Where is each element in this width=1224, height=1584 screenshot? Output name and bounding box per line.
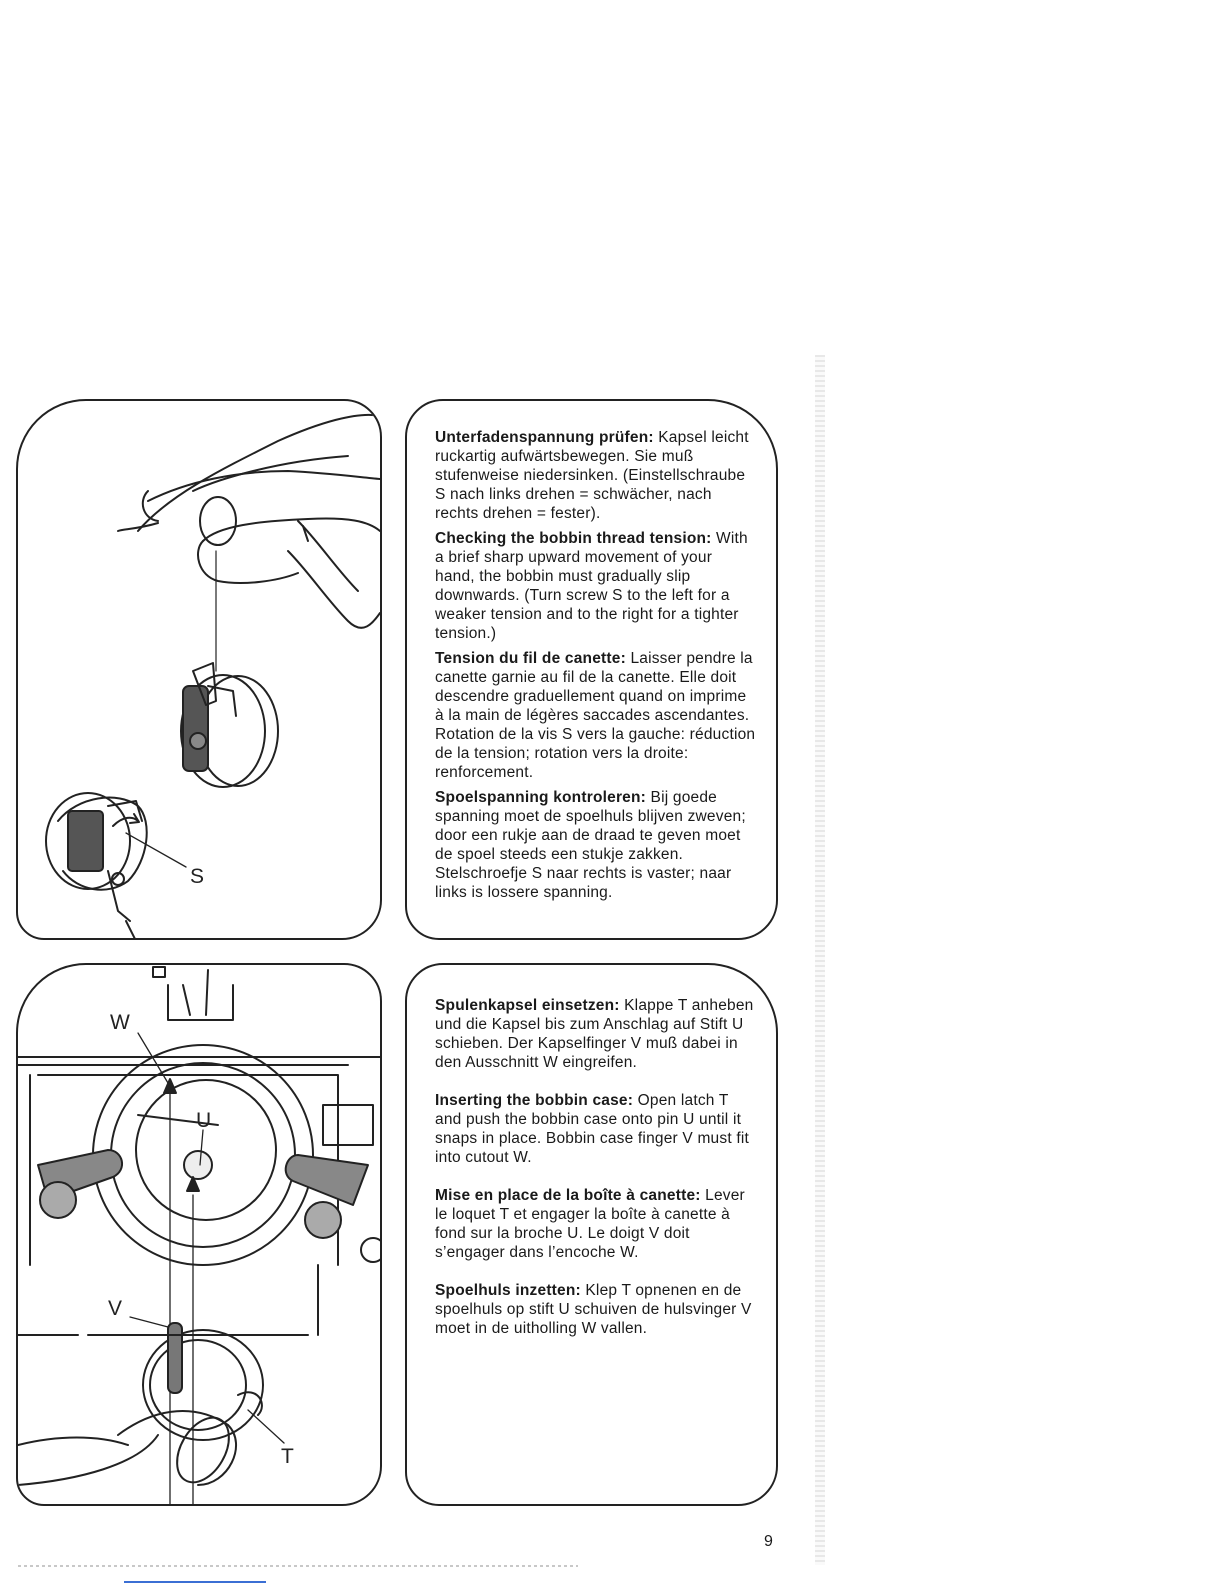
body-english: With a brief sharp upward movement of your hand, the bobbin must gradually slip downwards. (Turn screw S to the left for a weaker tension and to the right for a tighter tension.) [435,530,748,642]
insert-heading-dutch: Spoelhuls inzetten: [435,1282,581,1299]
insert-heading-german: Spulenkapsel einsetzen: [435,997,620,1014]
insert-instruction-german [435,996,756,1072]
insert-body-english: Open latch T and push the bobbin case onto pin U until it snaps in place. Bobbin case finger V must fit into cutout W. [435,1092,749,1166]
heading-german: Unterfadenspannung prüfen: [435,429,654,446]
bobbin-tension-illustration [16,399,382,940]
insert-body-dutch: Klep T opnenen en de spoelhuls op stift U schuiven de hulsvinger V moet in de uitholling W vallen. [435,1282,752,1337]
label-v: V [108,1297,123,1320]
selection-bar [124,1581,266,1583]
heading-english: Checking the bobbin thread tension: [435,530,712,547]
insert-body-french: Lever le loquet T et engager la boîte à canette à fond sur la broche U. Le doigt V doit s’engager dans l’encoche W. [435,1187,745,1261]
insert-instructions-box [405,963,778,1506]
body-german: Kapsel leicht ruckartig aufwärtsbewegen. Sie muß stufenweise niedersinken. (Einstellschraube S nach links drehen = schwächer, nach rechts drehen = fester). [435,429,749,522]
insert-instruction-dutch [435,1281,756,1338]
bobbin-insert-illustration [16,963,382,1506]
label-u: U [196,1109,212,1132]
body-dutch: Bij goede spanning moet de spoelhuls blijven zweven; door een rukje aan de draad te geven moet de spoel steeds een stukje zakken. Stelschroefje S naar rechts is vaster; naar links is lossere spanning. [435,789,746,901]
label-s: S [190,865,205,888]
instruction-german [435,428,756,523]
instruction-french [435,649,756,782]
label-w: W [110,1011,130,1034]
scan-edge-artifact [815,355,825,1565]
body-french: Laisser pendre la canette garnie au fil de la canette. Elle doit descendre graduellement quand on imprime à la main de légères saccades ascendantes. Rotation de la vis S vers la gauche: réduction de la tension; rotation vers la droite: renforcement. [435,650,756,781]
insert-instruction-english [435,1091,756,1167]
insert-instruction-french [435,1186,756,1262]
tension-instructions-box [405,399,778,940]
heading-french: Tension du fil de canette: [435,650,626,667]
insert-body-german: Klappe T anheben und die Kapsel bis zum Anschlag auf Stift U schieben. Der Kapselfinger V muß dabei in den Ausschnitt W eingreifen. [435,997,754,1071]
insert-heading-english: Inserting the bobbin case: [435,1092,634,1109]
heading-dutch: Spoelspanning kontroleren: [435,789,647,806]
page-number: 9 [764,1533,773,1550]
instruction-dutch [435,788,756,902]
scan-bottom-artifact [18,1565,578,1567]
insert-heading-french: Mise en place de la boîte à canette: [435,1187,701,1204]
label-t: T [281,1445,294,1468]
instruction-english [435,529,756,643]
